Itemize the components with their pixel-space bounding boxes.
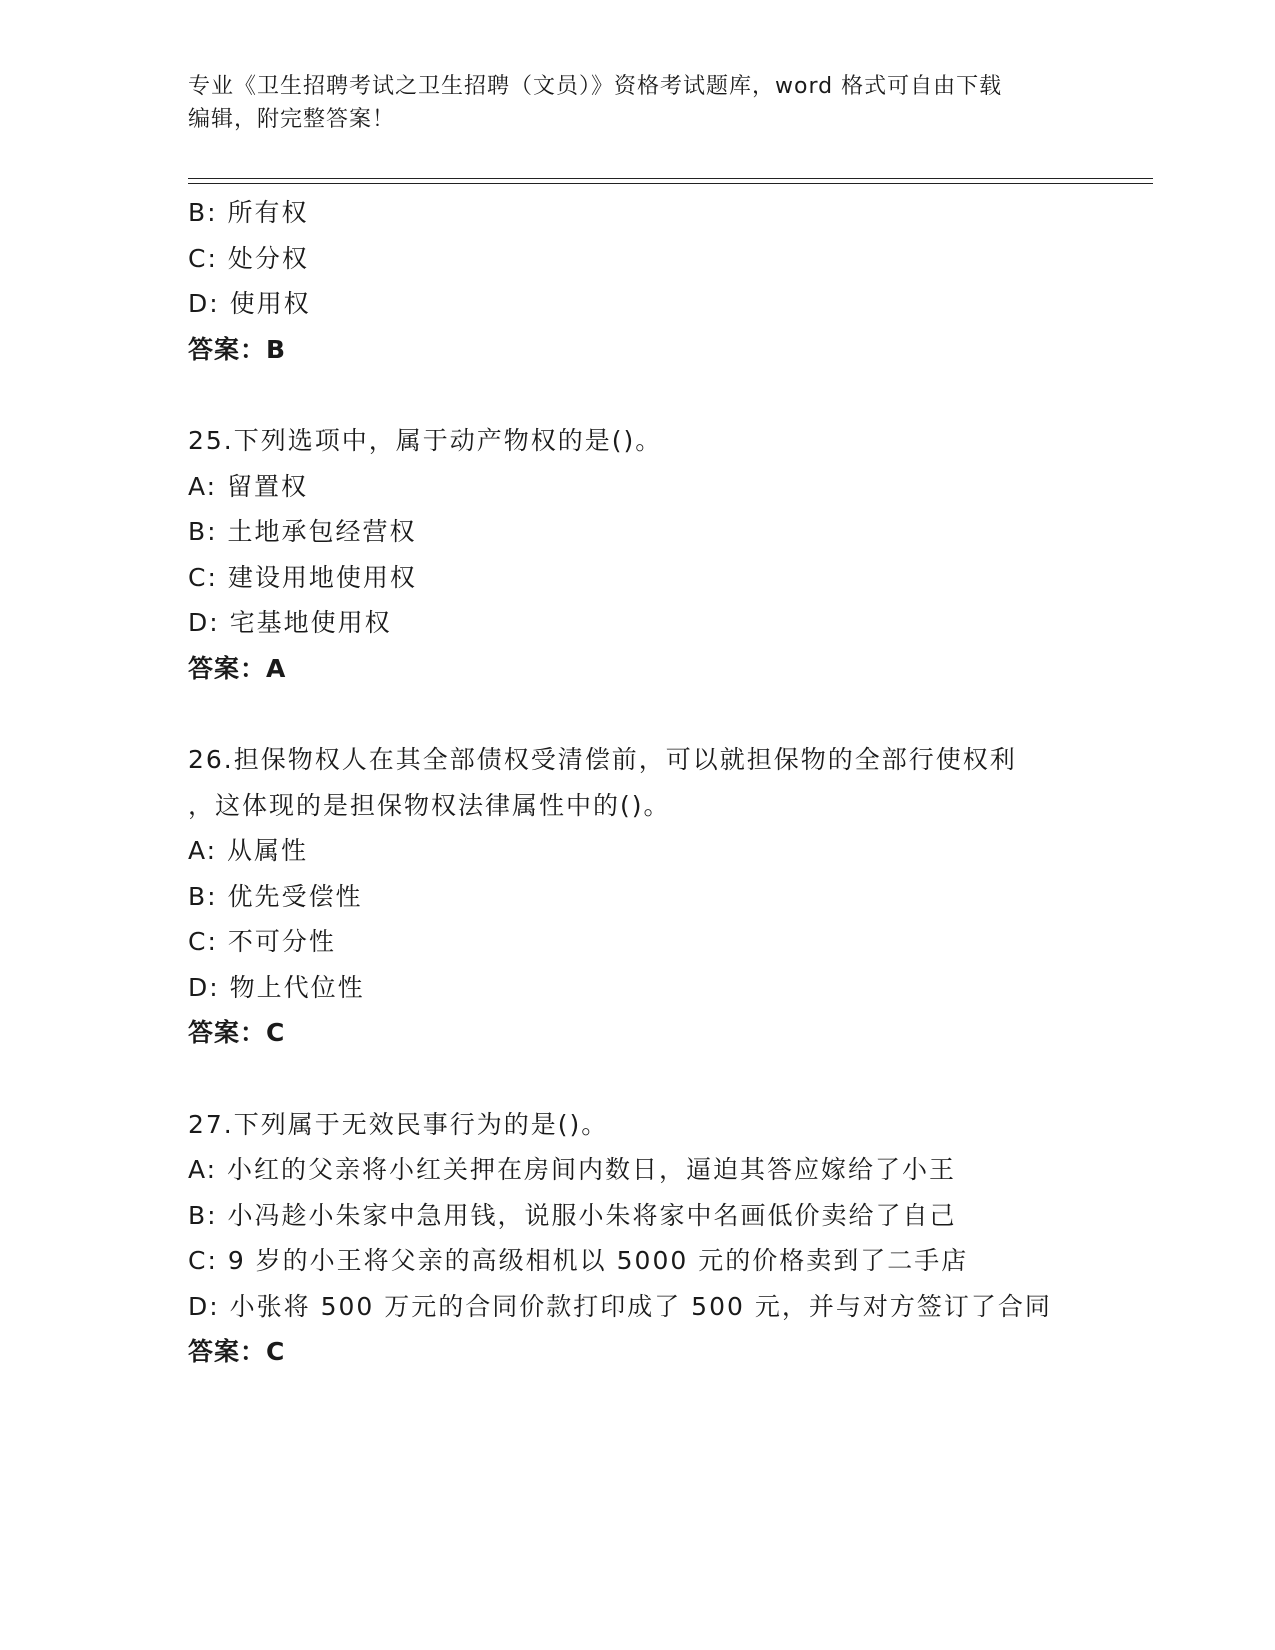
answer-line: 答案：C [188, 1018, 286, 1047]
document-body [188, 190, 1108, 1375]
question-stem-line-2: ，这体现的是担保物权法律属性中的()。 [188, 790, 671, 820]
option-b: B: 土地承包经营权 [188, 517, 417, 546]
question-stem: 25.下列选项中，属于动产物权的是()。 [188, 426, 663, 455]
answer-line: 答案：B [188, 334, 287, 364]
option-c: C: 9 岁的小王将父亲的高级相机以 5000 元的价格卖到了二手店 [188, 1246, 969, 1275]
question-26 [188, 737, 1108, 1056]
option-c: C: 不可分性 [188, 927, 336, 956]
answer-line: 答案：C [188, 1337, 286, 1366]
header-line-1: 专业《卫生招聘考试之卫生招聘（文员）》资格考试题库，word 格式可自由下载 [188, 74, 1003, 99]
question-continued [188, 190, 1108, 372]
option-a: A: 小红的父亲将小红关押在房间内数日，逼迫其答应嫁给了小王 [188, 1155, 957, 1184]
answer-line: 答案：A [188, 653, 287, 683]
option-d: D: 宅基地使用权 [188, 608, 392, 637]
option-b: B: 所有权 [188, 198, 309, 227]
question-27 [188, 1102, 1108, 1375]
option-b: B: 小冯趁小朱家中急用钱，说服小朱将家中名画低价卖给了自己 [188, 1200, 957, 1230]
header-line-2: 编辑，附完整答案！ [188, 107, 396, 132]
option-d: D: 物上代位性 [188, 972, 365, 1002]
option-c: C: 建设用地使用权 [188, 562, 417, 592]
header-divider-top [188, 178, 1153, 179]
document-header [188, 70, 1088, 136]
option-b: B: 优先受偿性 [188, 881, 363, 911]
option-a: A: 从属性 [188, 836, 309, 865]
option-c: C: 处分权 [188, 243, 309, 273]
option-a: A: 留置权 [188, 471, 309, 501]
header-divider-bottom [188, 183, 1153, 184]
option-d: D: 小张将 500 万元的合同价款打印成了 500 元，并与对方签订了合同 [188, 1291, 1052, 1321]
question-25 [188, 418, 1108, 691]
question-stem: 27.下列属于无效民事行为的是()。 [188, 1109, 609, 1139]
option-d: D: 使用权 [188, 289, 311, 318]
question-stem-line-1: 26.担保物权人在其全部债权受清偿前，可以就担保物的全部行使权利 [188, 745, 1017, 774]
